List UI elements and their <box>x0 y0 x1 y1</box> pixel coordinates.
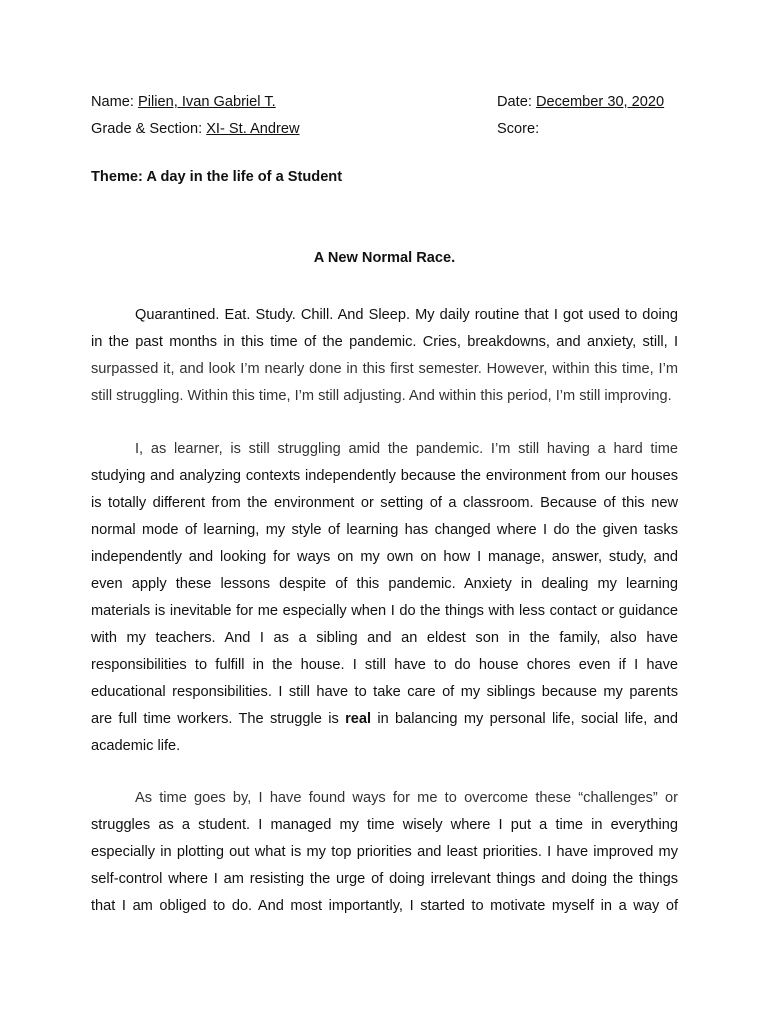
score-label: Score: <box>497 121 540 137</box>
grade-value: XI- St. Andrew <box>206 121 300 137</box>
paragraph-line: in the past months in this time of the pandemic. Cries, breakdowns, and anxiety, still, I <box>91 334 678 350</box>
paragraph-line: normal mode of learning, my style of learning has changed where I do the given tasks <box>91 522 678 538</box>
paragraph-line: even apply these lessons despite of this pandemic. Anxiety in dealing my learning <box>91 576 678 592</box>
paragraph-line: I, as learner, is still struggling amid the pandemic. I’m still having a hard time <box>135 441 678 457</box>
grade-row <box>91 116 299 143</box>
paragraph-line: As time goes by, I have found ways for me to overcome these “challenges” or <box>135 790 678 806</box>
paragraph-line: with my teachers. And I as a sibling and an eldest son in the family, also have <box>91 630 678 646</box>
date-label: Date: <box>497 94 532 110</box>
paragraph-line: academic life. <box>91 738 181 754</box>
paragraph-line: educational responsibilities. I still have to take care of my siblings because my parents <box>91 684 678 700</box>
header-left <box>91 89 299 143</box>
score-row <box>497 116 664 143</box>
header-right <box>497 89 664 143</box>
date-value: December 30, 2020 <box>535 94 665 110</box>
grade-label: Grade & Section: <box>91 121 203 137</box>
paragraph-line: struggles as a student. I managed my time wisely where I put a time in everything <box>91 817 678 833</box>
paragraph-line: self-control where I am resisting the urge of doing irrelevant things and doing the things <box>91 871 678 887</box>
name-row <box>91 89 299 116</box>
paragraph-line: studying and analyzing contexts independently because the environment from our houses <box>91 468 678 484</box>
paragraph-line: independently and looking for ways on my own on how I manage, answer, study, and <box>91 549 678 565</box>
date-row <box>497 89 664 116</box>
name-label: Name: <box>91 94 134 110</box>
bold-line-pre: are full time workers. The struggle is <box>91 711 346 727</box>
name-value: Pilien, Ivan Gabriel T. <box>138 94 276 110</box>
paragraph-line-with-bold <box>91 706 678 733</box>
paragraph-line: still struggling. Within this time, I’m still adjusting. And within this period, I’m still improving. <box>91 388 672 404</box>
bold-word: real <box>345 711 372 727</box>
essay-title: A New Normal Race. <box>313 250 456 266</box>
paragraph-2 <box>91 436 678 760</box>
paragraph-line: Quarantined. Eat. Study. Chill. And Sleep. My daily routine that I got used to doing <box>135 307 678 323</box>
paragraph-3 <box>91 785 678 920</box>
paragraph-line: surpassed it, and look I’m nearly done in this first semester. However, within this time, I’m <box>91 361 678 377</box>
theme-heading: Theme: A day in the life of a Student <box>91 169 343 185</box>
paragraph-line: is totally different from the environment or setting of a classroom. Because of this new <box>91 495 678 511</box>
paragraph-1 <box>91 302 678 410</box>
paragraph-line: responsibilities to fulfill in the house. I still have to do house chores even if I have <box>91 657 678 673</box>
bold-line-post: in balancing my personal life, social life, and <box>371 711 678 727</box>
paragraph-line: that I am obliged to do. And most importantly, I started to motivate myself in a way of <box>91 898 678 914</box>
paragraph-line: especially in plotting out what is my top priorities and least priorities. I have improved my <box>91 844 678 860</box>
paragraph-line: materials is inevitable for me especially when I do the things with less contact or guidance <box>91 603 678 619</box>
